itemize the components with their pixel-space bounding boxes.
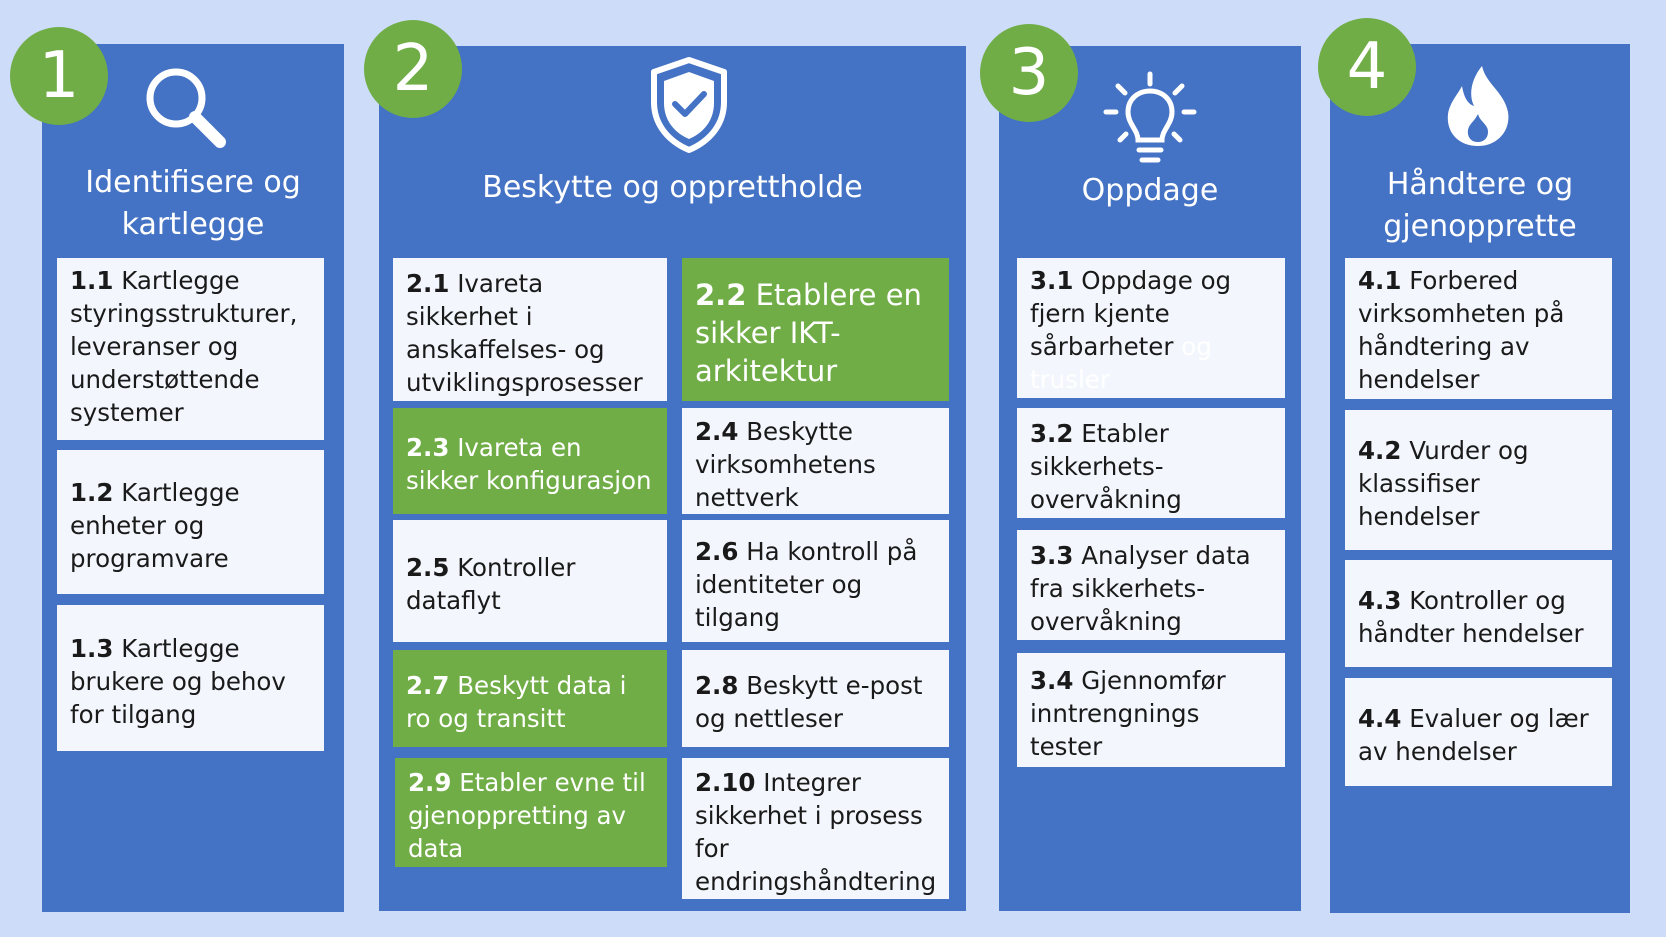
card-2-7: 2.7 Beskytt data i ro og transitt: [393, 650, 667, 747]
card-1-1: 1.1 Kartlegge styringsstrukturer, leveranser og understøttende systemer: [57, 258, 324, 440]
card-4-2: 4.2 Vurder og klassifiser hendelser: [1345, 410, 1612, 550]
card-2-9: 2.9 Etabler evne til gjenoppretting av data: [395, 758, 667, 867]
step-badge-4: 4: [1318, 18, 1416, 116]
card-2-5: 2.5 Kontroller dataflyt: [393, 520, 667, 642]
card-2-2: 2.2 Etablere en sikker IKT-arkitektur: [682, 258, 949, 401]
step-badge-1: 1: [10, 27, 108, 125]
column-title-identify: Identifisere og kartlegge: [85, 165, 301, 242]
magnifier-icon: [140, 62, 230, 152]
lightbulb-icon: [1102, 70, 1198, 170]
card-4-3: 4.3 Kontroller og håndter hendelser: [1345, 560, 1612, 667]
flame-icon: [1438, 64, 1520, 148]
card-2-1: 2.1 Ivareta sikkerhet i anskaffelses- og utviklingsprosesser: [393, 258, 667, 401]
card-4-4: 4.4 Evaluer og lær av hendelser: [1345, 678, 1612, 786]
card-3-2: 3.2 Etabler sikkerhets-overvåkning: [1017, 408, 1285, 518]
card-4-1: 4.1 Forbered virksomheten på håndtering av hendelser: [1345, 258, 1612, 399]
step-badge-2: 2: [364, 20, 462, 118]
card-1-3: 1.3 Kartlegge brukere og behov for tilgang: [57, 605, 324, 751]
column-title-protect: Beskytte og opprettholde: [482, 170, 863, 205]
step-badge-3: 3: [980, 24, 1078, 122]
card-2-8: 2.8 Beskytt e-post og nettleser: [682, 650, 949, 747]
shield-check-icon: [648, 56, 730, 154]
column-title-detect: Oppdage: [1081, 173, 1219, 208]
card-2-4: 2.4 Beskytte virksomhetens nettverk: [682, 408, 949, 514]
column-title-respond: Håndtere og gjenopprette: [1383, 167, 1577, 244]
card-2-3: 2.3 Ivareta en sikker konfigurasjon: [393, 408, 667, 514]
card-3-4: 3.4 Gjennomfør inntrengnings tester: [1017, 653, 1285, 767]
card-3-3: 3.3 Analyser data fra sikkerhets-overvåkning: [1017, 530, 1285, 640]
card-2-6: 2.6 Ha kontroll på identiteter og tilgang: [682, 520, 949, 642]
card-2-10: 2.10 Integrer sikkerhet i prosess for endringshåndtering: [682, 758, 949, 899]
card-3-1: 3.1 Oppdage og fjern kjente sårbarheter og trusler: [1017, 258, 1285, 398]
card-1-2: 1.2 Kartlegge enheter og programvare: [57, 450, 324, 594]
